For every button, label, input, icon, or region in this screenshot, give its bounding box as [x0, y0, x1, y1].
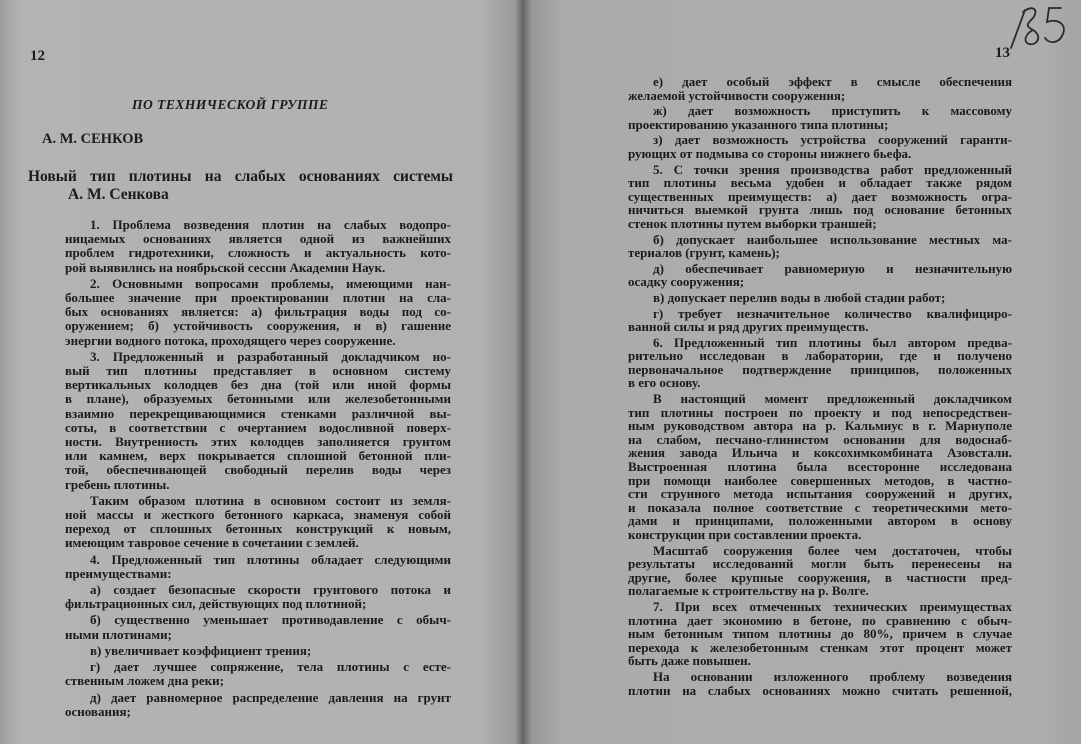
paragraph	[65, 218, 451, 275]
text-line: ванной силы и ряд других преимуществ.	[628, 319, 869, 335]
text-line: перехода к железобетонным стенкам этот процент может	[628, 639, 1012, 655]
text-line: преимуществами:	[65, 565, 172, 581]
text-line: ничиться выемкой грунта лишь под основание бетонных	[628, 202, 1012, 218]
paragraph	[65, 277, 451, 348]
paragraph	[65, 350, 451, 492]
right-page-body	[628, 75, 1012, 699]
text-line: На основании изложенного проблему возведения	[653, 668, 1012, 684]
text-line: оружением; б) устойчивость сооружения, и в) гашение	[65, 318, 451, 334]
text-line: на слабом, песчано-глинистом основании для водоснаб-	[628, 431, 1012, 447]
text-line: проектированию указанного типа плотины;	[628, 116, 889, 132]
paragraph	[628, 75, 1012, 102]
text-line: 5. С точки зрения производства работ предложенный	[653, 161, 1012, 177]
text-line: 2. Основными вопросами проблемы, имеющими наи-	[90, 275, 451, 291]
paragraph	[628, 133, 1012, 160]
paragraph	[65, 494, 451, 551]
text-line: ными плотинами;	[65, 626, 172, 642]
paragraph	[628, 392, 1012, 542]
handwritten-page-number	[1003, 2, 1073, 57]
text-line: Масштаб сооружения более чем достаточен, чтобы	[653, 542, 1012, 558]
paragraph	[628, 233, 1012, 260]
paragraph	[65, 613, 451, 641]
text-line: Выстроенная плотина была всесторонне исследована	[628, 459, 1012, 475]
text-line: взаимно перекрещивающимися стенками различной вы-	[65, 405, 451, 421]
text-line: ным руководством автора на р. Кальмиус в г. Мариуполе	[628, 418, 1012, 434]
text-line: или камнем, верх покрывается сплошной бетонной пли-	[65, 448, 451, 464]
text-line: энергии водного потока, проходящего через сооружение.	[65, 332, 396, 348]
text-line: е) дает особый эффект в смысле обеспечения	[653, 74, 1012, 89]
text-line: фильтрационных сил, действующих под плотиной;	[65, 596, 367, 612]
text-line: имеющим тавровое сечение в сочетании с землей.	[65, 535, 359, 551]
text-line: б) допускает наибольшее использование местных ма-	[653, 231, 1012, 247]
text-line: а) создает безопасные скорости грунтового потока и	[90, 582, 451, 598]
text-line: гребень плотины.	[65, 476, 170, 492]
text-line: 4. Предложенный тип плотины обладает следующими	[90, 551, 451, 567]
text-line: бых основаниях является: а) фильтрация воды под со-	[65, 304, 451, 320]
text-line: полагаемые к строительству на р. Волге.	[628, 583, 869, 599]
text-line: ности. Внутренность этих колодцев заполняется грунтом	[65, 434, 451, 450]
text-line: Таким образом плотина в основном состоит из земля-	[90, 492, 451, 508]
text-line: другие, более крупные сооружения, в частности пред-	[628, 569, 1012, 585]
text-line: дами и принципами, положенными автором в основу	[628, 513, 1012, 529]
paragraph	[65, 553, 451, 581]
text-line: б) существенно уменьшает противодавление с обыч-	[90, 612, 451, 628]
paragraph	[628, 262, 1012, 289]
text-line: при помощи наиболее совершенных методов, в частно-	[628, 472, 1012, 488]
page-number: 13	[995, 45, 1010, 61]
text-line: быть даже повышен.	[628, 653, 751, 669]
author-name: А. М. СЕНКОВ	[42, 131, 144, 147]
text-line: существенных преимуществ: а) дает возможность огра-	[628, 188, 1012, 204]
text-line: желаемой устойчивости сооружения;	[628, 87, 846, 103]
text-line: тип плотины построен по проекту и под непосредствен-	[628, 404, 1012, 420]
text-line: ницаемых основаниях является одной из важнейших	[65, 231, 451, 247]
text-line: той, обеспечивающей свободный перелив воды через	[65, 462, 451, 478]
text-line: плотина дает экономию в бетоне, по сравнению с обыч-	[628, 612, 1012, 628]
text-line: В настоящий момент предложенный докладчиком	[653, 391, 1012, 407]
text-line: переход от сплошных бетонных конструкций к новым,	[65, 521, 451, 537]
text-line: проблем гидротехники, сложность и актуальность кото-	[65, 245, 451, 261]
text-line: в его основу.	[628, 375, 701, 391]
paragraph	[65, 583, 451, 611]
text-line: в) увеличивает коэффициент трения;	[90, 642, 312, 658]
text-line: результаты исследований могли быть перенесены на	[628, 556, 1012, 572]
paragraph	[628, 291, 1012, 305]
text-line: вый тип плотины представляет в основном систему	[65, 363, 451, 379]
text-line: в) допускает перелив воды в любой стадии работ;	[653, 289, 946, 305]
text-line: основания;	[65, 703, 131, 719]
title-line: А. М. Сенкова	[68, 186, 169, 203]
text-line: в плане), образуемых бетонными или железобетонными	[65, 391, 451, 407]
page-number: 12	[30, 48, 45, 64]
text-line: териалов (грунт, камень);	[628, 245, 780, 261]
text-line: и показала полное соответствие с теоретическими мето-	[628, 499, 1012, 515]
text-line: 6. Предложенный тип плотины был автором предва-	[653, 334, 1012, 350]
paragraph	[65, 660, 451, 688]
paragraph	[628, 600, 1012, 668]
text-line: плотин на слабых основаниях можно считать решенной,	[628, 682, 1012, 698]
paragraph	[628, 336, 1012, 390]
text-line: д) обеспечивает равномерную и незначительную	[653, 260, 1012, 276]
text-line: 1. Проблема возведения плотин на слабых водопро-	[90, 217, 451, 232]
text-line: сти струнного метода испытания сооружений и других,	[628, 486, 1012, 502]
text-line: 3. Предложенный и разработанный докладчиком но-	[90, 348, 451, 364]
text-line: рительно исследован в лаборатории, где и получено	[628, 348, 1012, 364]
text-line: ж) дает возможность приступить к массовому	[653, 103, 1012, 119]
paragraph	[65, 644, 451, 658]
text-line: г) требует незначительное количество квалифициро-	[653, 305, 1012, 321]
text-line: стенок плотины путем выборки траншей;	[628, 215, 877, 231]
text-line: вертикальных колодцев без дна (той или иной формы	[65, 377, 451, 393]
text-line: первоначальное подтверждение принципов, положенных	[628, 361, 1012, 377]
paragraph	[628, 544, 1012, 598]
text-line: осадку сооружения;	[628, 274, 745, 290]
text-line: 7. При всех отмеченных технических преимуществах	[653, 598, 1012, 614]
text-line: д) дает равномерное распределение давления на грунт	[90, 689, 451, 705]
text-line: тип плотины весьма удобен и обладает также рядом	[628, 175, 1012, 191]
text-line: соты, в соответствии с очертанием водосливной поверх-	[65, 419, 451, 435]
text-line: ственным ложем дна реки;	[65, 673, 224, 689]
text-line: рующих от подмыва со стороны нижнего бьефа.	[628, 145, 912, 161]
text-line: ной массы и жесткого бетонного каркаса, знаменуя собой	[65, 507, 451, 523]
title-line: Новый тип плотины на слабых основаниях системы	[28, 168, 453, 185]
paragraph	[628, 307, 1012, 334]
section-heading: ПО ТЕХНИЧЕСКОЙ ГРУППЕ	[132, 97, 329, 112]
left-page-body	[65, 218, 451, 721]
paragraph	[628, 163, 1012, 231]
paragraph	[628, 670, 1012, 697]
paragraph	[628, 104, 1012, 131]
text-line: рой выявились на ноябрьской сессии Академии Наук.	[65, 259, 386, 275]
text-line: конструкции при составлении проекта.	[628, 527, 862, 542]
text-line: г) дает лучшее сопряжение, тела плотины с есте-	[90, 659, 451, 675]
text-line: з) дает возможность устройства сооружений гаранти-	[653, 132, 1012, 148]
text-line: жения завода Ильича и коксохимкомбината Азовстали.	[628, 445, 1012, 461]
text-line: большее значение при проектировании плотин на сла-	[65, 290, 451, 306]
text-line: ным бетонным типом плотины до 80%, причем в случае	[628, 626, 1012, 642]
paragraph	[65, 691, 451, 719]
article-title	[28, 168, 453, 204]
